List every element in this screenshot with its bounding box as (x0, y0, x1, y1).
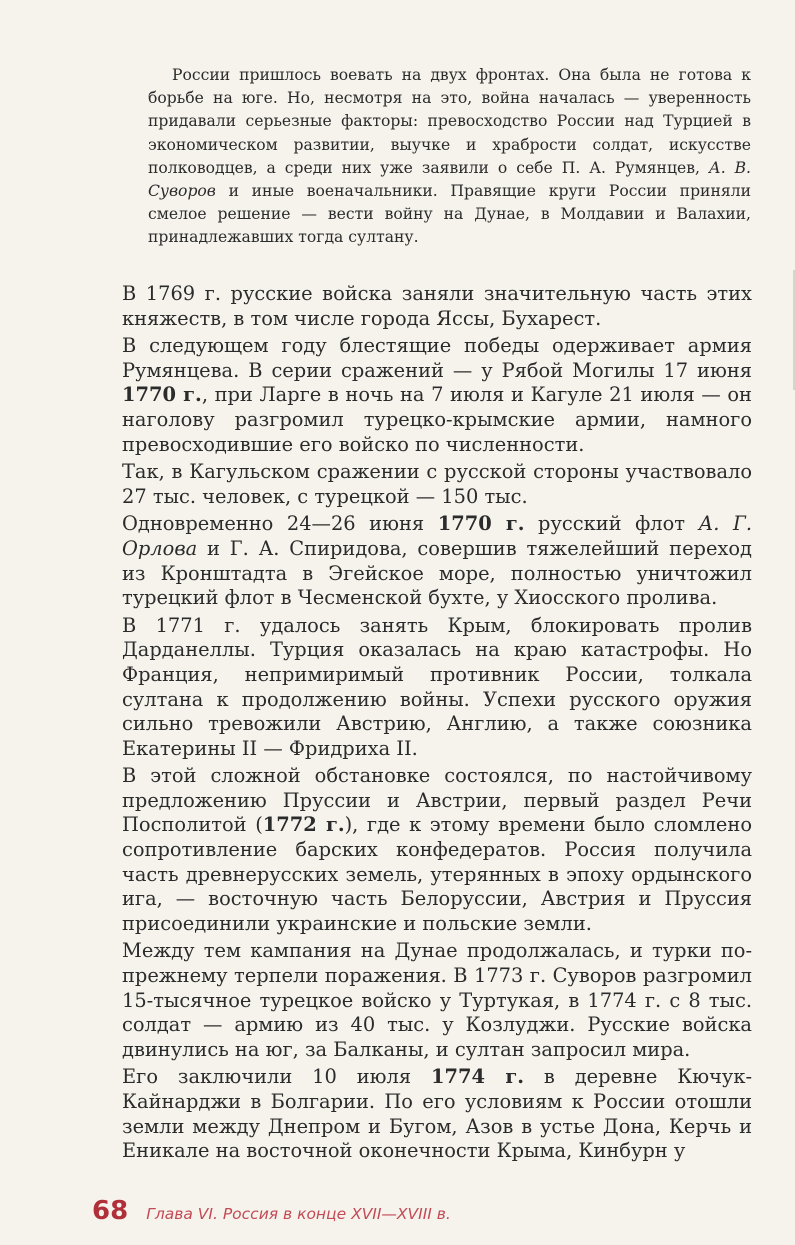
paragraph-kagul-text: Так, в Кагульском сражении с русской стороны участвовало 27 тыс. человек, с турецкой — 150 тыс. (122, 460, 752, 508)
paragraph-rumyantsev (122, 334, 752, 457)
paragraph-chesma (122, 512, 752, 610)
intro-text-1: России пришлось воевать на двух фронтах. Она была не готова к борьбе на юге. Но, несмотря на это, война началась — уверенность придавали серьезные факторы: превосходство России над Турцией в экономическом развитии, выучке и храбрости солдат, искусстве полководцев, а среди них уже заявили о себе П. А. Румянцев, (148, 66, 751, 177)
paragraph-rumyantsev-text-2: , при Ларге в ночь на 7 июля и Кагуле 21 июля — он наголову разгромил турецко-крымские армии, намного превосходившие его войско по численности. (122, 383, 752, 456)
paragraph-kagul (122, 460, 752, 509)
name-orlov: А. Г. Орлова (122, 512, 753, 560)
intro-paragraph (148, 64, 751, 250)
paragraph-1771 (122, 614, 752, 762)
paragraph-treaty (122, 1065, 752, 1163)
intro-text-2: и иные военачальники. Правящие круги России приняли смелое решение — вести войну на Дунае, в Молдавии и Валахии, принадлежавших тогда султану. (148, 182, 751, 247)
intro-name-suvorov: А. В. Суворов (148, 158, 752, 201)
page-footer (92, 1196, 451, 1228)
main-text (122, 282, 752, 1167)
margin-bleed-through (92, 110, 112, 260)
date-1774: 1774 г. (430, 1065, 525, 1089)
date-1770-b: 1770 г. (437, 512, 525, 536)
date-1772: 1772 г. (262, 813, 345, 837)
paragraph-1771-text: В 1771 г. удалось занять Крым, блокировать пролив Дарданеллы. Турция оказалась на краю катастрофы. Но Франция, непримиримый противник России, толкала султана к продолжению войны. Успехи русского оружия сильно тревожили Австрию, Англию, а также союзника Екатерины II — Фридриха II. (122, 613, 752, 760)
paragraph-partition (122, 764, 752, 936)
paragraph-rumyantsev-text-1: В следующем году блестящие победы одерживает армия Румянцева. В серии сражений — у Рябой Могилы 17 июня (122, 334, 752, 382)
paragraph-treaty-text-1: Его заключили 10 июля (122, 1065, 431, 1089)
date-1770-a: 1770 г. (122, 383, 202, 407)
paragraph-chesma-text-1: Одновременно 24—26 июня (122, 512, 438, 536)
paragraph-partition-text-1: В этой сложной обстановке состоялся, по настойчивому предложению Пруссии и Австрии, первый раздел Речи Посполитой ( (122, 764, 752, 837)
paragraph-danube (122, 939, 752, 1062)
paragraph-1769 (122, 282, 752, 331)
paragraph-treaty-text-2: в деревне Кючук-Кайнарджи в Болгарии. По его условиям к России отошли земли между Днепром и Бугом, Азов в устье Дона, Керчь и Еникале на восточной оконечности Крыма, Кинбурн у (122, 1065, 752, 1163)
chapter-title: Глава VI. Россия в конце XVII—XVIII в. (146, 1205, 451, 1223)
paragraph-partition-text-2: ), где к этому времени было сломлено сопротивление барских конфедератов. Россия получила часть древнерусских земель, утерянных в эпоху ордынского ига, — восточную часть Белоруссии, Австрия и Пруссия присоединили украинские и польские земли. (122, 813, 752, 935)
paragraph-danube-text: Между тем кампания на Дунае продолжалась, и турки по-прежнему терпели поражения. В 1773 г. Суворов разгромил 15-тысячное турецкое войско у Туртукая, в 1774 г. с 8 тыс. солдат — армию из 40 тыс. у Козлуджи. Русские войска двинулись на юг, за Балканы, и султан запросил мира. (122, 939, 752, 1061)
paragraph-chesma-text-3: и Г. А. Спиридова, совершив тяжелейший переход из Кронштадта в Эгейское море, полностью уничтожил турецкий флот в Чесменской бухте, у Хиосского пролива. (122, 536, 752, 610)
page-number: 68 (92, 1196, 129, 1226)
paragraph-1769-text: В 1769 г. русские войска заняли значительную часть этих княжеств, в том числе города Яссы, Бухарест. (122, 282, 752, 330)
paragraph-chesma-text-2: русский флот (524, 512, 699, 536)
